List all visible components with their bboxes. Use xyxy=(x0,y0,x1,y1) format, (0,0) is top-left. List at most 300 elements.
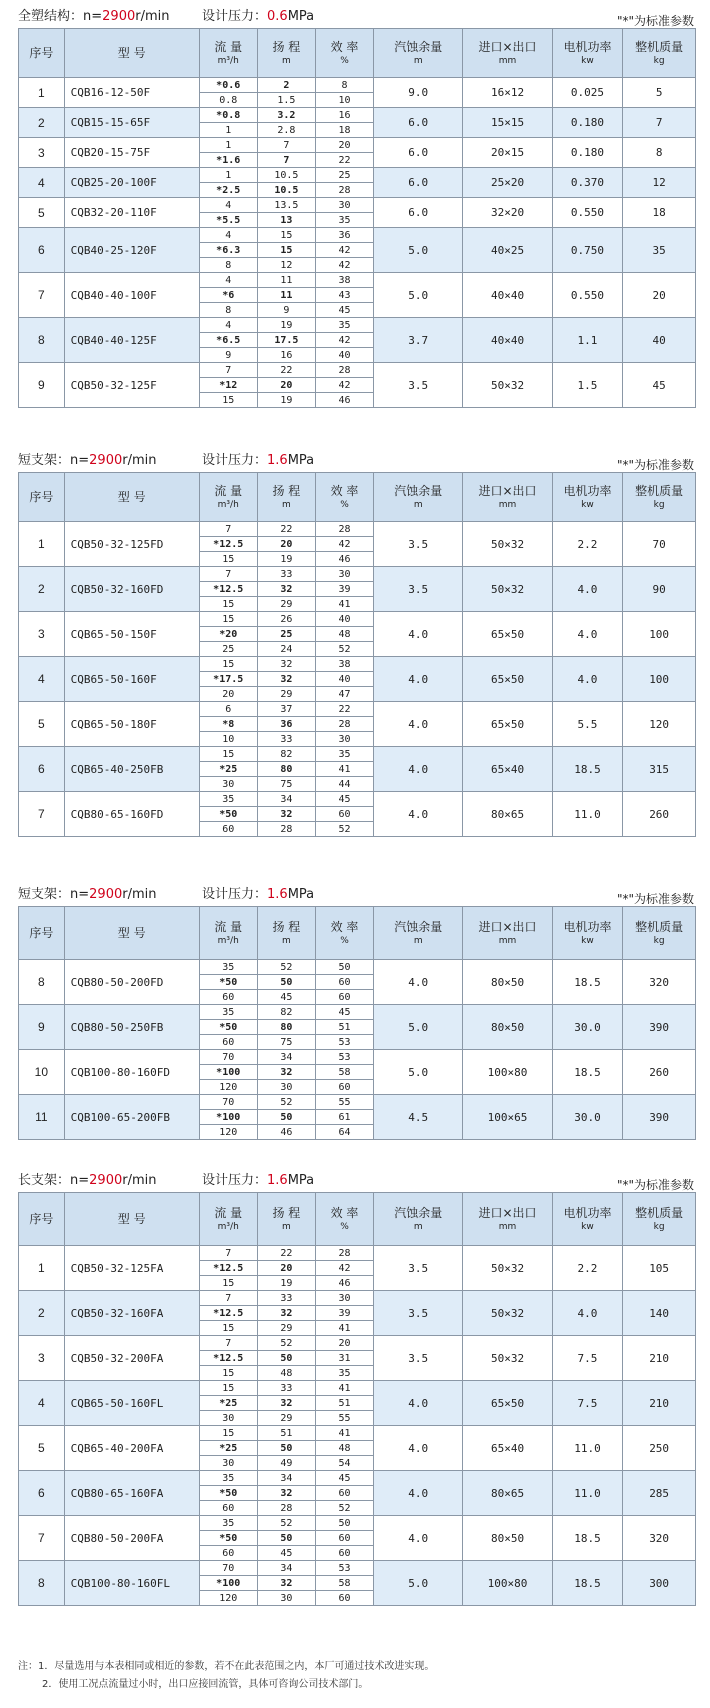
cell-head: 25 xyxy=(257,627,315,642)
cell-seq: 9 xyxy=(19,363,65,408)
cell-head: 29 xyxy=(257,1321,315,1336)
cell-efficiency: 60 xyxy=(315,1080,373,1095)
cell-seq: 10 xyxy=(19,1050,65,1095)
cell-model: CQB32-20-110F xyxy=(64,198,199,228)
cell-head: 10.5 xyxy=(257,168,315,183)
cell-flow: 7 xyxy=(199,363,257,378)
cell-port: 20×15 xyxy=(463,138,552,168)
cell-efficiency: 18 xyxy=(315,123,373,138)
table-row xyxy=(19,1050,696,1065)
cell-port: 65×50 xyxy=(463,612,552,657)
cell-npsh: 3.5 xyxy=(374,567,463,612)
cell-flow: 7 xyxy=(199,1291,257,1306)
cell-flow: 15 xyxy=(199,393,257,408)
cell-power: 4.0 xyxy=(552,612,623,657)
caption-speed xyxy=(18,1170,157,1192)
cell-flow: 25 xyxy=(199,642,257,657)
cell-flow: 7 xyxy=(199,1336,257,1351)
cell-head: 33 xyxy=(257,1381,315,1396)
cell-flow: *6.3 xyxy=(199,243,257,258)
cell-model: CQB40-25-120F xyxy=(64,228,199,273)
cell-flow: *12.5 xyxy=(199,1306,257,1321)
cell-npsh: 4.0 xyxy=(374,657,463,702)
cell-efficiency: 41 xyxy=(315,597,373,612)
cell-efficiency: 51 xyxy=(315,1020,373,1035)
cell-head: 15 xyxy=(257,243,315,258)
cell-efficiency: 42 xyxy=(315,333,373,348)
cell-port: 80×65 xyxy=(463,1471,552,1516)
cell-power: 4.0 xyxy=(552,1291,623,1336)
cell-port: 40×40 xyxy=(463,318,552,363)
cell-npsh: 5.0 xyxy=(374,1050,463,1095)
cell-efficiency: 35 xyxy=(315,318,373,333)
cell-port: 80×50 xyxy=(463,960,552,1005)
caption-standard-note: "*"为标准参数 xyxy=(616,14,694,28)
table-row xyxy=(19,1426,696,1441)
table-row xyxy=(19,657,696,672)
cell-efficiency: 28 xyxy=(315,717,373,732)
cell-port: 25×20 xyxy=(463,168,552,198)
cell-seq: 3 xyxy=(19,138,65,168)
cell-head: 17.5 xyxy=(257,333,315,348)
cell-power: 11.0 xyxy=(552,1426,623,1471)
caption-pressure-unit: MPa xyxy=(287,1173,315,1188)
cell-head: 32 xyxy=(257,1396,315,1411)
cell-npsh: 3.5 xyxy=(374,363,463,408)
cell-npsh: 3.5 xyxy=(374,1246,463,1291)
cell-npsh: 4.0 xyxy=(374,1516,463,1561)
pump-spec-table xyxy=(18,906,696,1140)
cell-mass: 320 xyxy=(623,960,696,1005)
cell-head: 50 xyxy=(257,1351,315,1366)
cell-head: 51 xyxy=(257,1426,315,1441)
cell-efficiency: 20 xyxy=(315,138,373,153)
header-power-label: 电机功率 xyxy=(563,39,612,54)
cell-head: 19 xyxy=(257,1276,315,1291)
cell-head: 19 xyxy=(257,318,315,333)
cell-efficiency: 42 xyxy=(315,243,373,258)
header-mass-unit: kg xyxy=(653,935,665,946)
cell-seq: 8 xyxy=(19,960,65,1005)
cell-mass: 45 xyxy=(623,363,696,408)
cell-npsh: 6.0 xyxy=(374,168,463,198)
cell-head: 7 xyxy=(257,153,315,168)
cell-flow: 70 xyxy=(199,1095,257,1110)
header-seq xyxy=(19,1193,65,1246)
caption-speed-unit: r/min xyxy=(122,1173,157,1188)
cell-head: 48 xyxy=(257,1366,315,1381)
cell-head: 36 xyxy=(257,717,315,732)
cell-model: CQB80-50-200FD xyxy=(64,960,199,1005)
cell-head: 3.2 xyxy=(257,108,315,123)
cell-flow: *100 xyxy=(199,1065,257,1080)
cell-mass: 260 xyxy=(623,1050,696,1095)
cell-efficiency: 28 xyxy=(315,1246,373,1261)
header-power xyxy=(552,1193,623,1246)
header-row xyxy=(19,29,696,78)
cell-model: CQB50-32-125F xyxy=(64,363,199,408)
cell-flow: 60 xyxy=(199,1035,257,1050)
cell-efficiency: 40 xyxy=(315,348,373,363)
cell-flow: 4 xyxy=(199,318,257,333)
cell-head: 24 xyxy=(257,642,315,657)
table-row xyxy=(19,792,696,807)
cell-mass: 70 xyxy=(623,522,696,567)
cell-flow: 20 xyxy=(199,687,257,702)
cell-power: 30.0 xyxy=(552,1005,623,1050)
header-flow xyxy=(199,907,257,960)
cell-efficiency: 60 xyxy=(315,807,373,822)
table-row xyxy=(19,1336,696,1351)
header-model xyxy=(64,1193,199,1246)
header-flow-unit: m³/h xyxy=(217,1221,239,1232)
note-line-2: 2．使用工况点流量过小时，出口应接回流管，具体可咨询公司技术部门。 xyxy=(42,1679,369,1690)
cell-efficiency: 30 xyxy=(315,567,373,582)
cell-efficiency: 60 xyxy=(315,990,373,1005)
cell-efficiency: 47 xyxy=(315,687,373,702)
caption-pressure-unit: MPa xyxy=(287,887,315,902)
cell-head: 16 xyxy=(257,348,315,363)
cell-head: 82 xyxy=(257,747,315,762)
header-npsh-unit: m xyxy=(413,1221,423,1232)
cell-efficiency: 43 xyxy=(315,288,373,303)
header-head-unit: m xyxy=(281,1221,291,1232)
caption-label: 短支架： xyxy=(18,887,71,902)
header-power-unit: kw xyxy=(581,1221,594,1232)
cell-mass: 140 xyxy=(623,1291,696,1336)
header-row xyxy=(19,473,696,522)
cell-model: CQB65-40-250FB xyxy=(64,747,199,792)
cell-flow: 30 xyxy=(199,777,257,792)
table-row xyxy=(19,522,696,537)
cell-efficiency: 53 xyxy=(315,1035,373,1050)
cell-power: 0.750 xyxy=(552,228,623,273)
cell-model: CQB65-50-160F xyxy=(64,657,199,702)
cell-head: 11 xyxy=(257,273,315,288)
cell-power: 7.5 xyxy=(552,1381,623,1426)
caption-speed xyxy=(18,6,170,28)
cell-efficiency: 64 xyxy=(315,1125,373,1140)
cell-model: CQB65-50-150F xyxy=(64,612,199,657)
header-port xyxy=(463,907,552,960)
cell-power: 18.5 xyxy=(552,1561,623,1606)
header-row xyxy=(19,1193,696,1246)
caption-standard-note: "*"为标准参数 xyxy=(616,892,694,906)
cell-flow: 9 xyxy=(199,348,257,363)
header-power xyxy=(552,473,623,522)
cell-seq: 2 xyxy=(19,108,65,138)
cell-head: 19 xyxy=(257,552,315,567)
table-row xyxy=(19,960,696,975)
cell-efficiency: 60 xyxy=(315,1531,373,1546)
cell-flow: 35 xyxy=(199,1005,257,1020)
table-row xyxy=(19,1516,696,1531)
cell-mass: 7 xyxy=(623,108,696,138)
cell-model: CQB65-50-180F xyxy=(64,702,199,747)
cell-mass: 8 xyxy=(623,138,696,168)
header-seq-label: 序号 xyxy=(29,489,54,504)
cell-flow: 15 xyxy=(199,657,257,672)
cell-flow: 35 xyxy=(199,960,257,975)
cell-seq: 5 xyxy=(19,198,65,228)
caption-label: 全塑结构： xyxy=(18,9,84,24)
cell-efficiency: 41 xyxy=(315,762,373,777)
cell-npsh: 4.0 xyxy=(374,792,463,837)
cell-npsh: 4.5 xyxy=(374,1095,463,1140)
cell-flow: *5.5 xyxy=(199,213,257,228)
cell-efficiency: 28 xyxy=(315,183,373,198)
cell-flow: *2.5 xyxy=(199,183,257,198)
cell-head: 20 xyxy=(257,378,315,393)
cell-head: 2 xyxy=(257,78,315,93)
cell-port: 15×15 xyxy=(463,108,552,138)
cell-efficiency: 44 xyxy=(315,777,373,792)
cell-flow: 35 xyxy=(199,792,257,807)
header-head-label: 扬 程 xyxy=(272,483,301,498)
header-head-unit: m xyxy=(281,55,291,66)
cell-flow: 70 xyxy=(199,1050,257,1065)
cell-power: 18.5 xyxy=(552,1516,623,1561)
cell-npsh: 5.0 xyxy=(374,1561,463,1606)
cell-seq: 2 xyxy=(19,1291,65,1336)
cell-power: 4.0 xyxy=(552,567,623,612)
caption-speed-prefix: n= xyxy=(83,9,103,24)
caption-label: 短支架： xyxy=(18,453,71,468)
cell-power: 5.5 xyxy=(552,702,623,747)
table-row xyxy=(19,1005,696,1020)
cell-flow: 60 xyxy=(199,822,257,837)
header-port-label: 进口×出口 xyxy=(478,39,537,54)
cell-mass: 390 xyxy=(623,1005,696,1050)
header-npsh-label: 汽蚀余量 xyxy=(394,919,443,934)
cell-head: 75 xyxy=(257,1035,315,1050)
cell-port: 50×32 xyxy=(463,522,552,567)
table-row xyxy=(19,1095,696,1110)
cell-head: 20 xyxy=(257,1261,315,1276)
header-npsh-label: 汽蚀余量 xyxy=(394,39,443,54)
cell-model: CQB65-40-200FA xyxy=(64,1426,199,1471)
cell-efficiency: 61 xyxy=(315,1110,373,1125)
cell-efficiency: 46 xyxy=(315,1276,373,1291)
cell-npsh: 5.0 xyxy=(374,228,463,273)
cell-efficiency: 30 xyxy=(315,198,373,213)
table-row xyxy=(19,138,696,153)
cell-head: 34 xyxy=(257,1050,315,1065)
header-efficiency-unit: % xyxy=(340,935,349,946)
cell-flow: 30 xyxy=(199,1411,257,1426)
cell-head: 32 xyxy=(257,582,315,597)
header-mass xyxy=(623,473,696,522)
cell-head: 9 xyxy=(257,303,315,318)
cell-mass: 5 xyxy=(623,78,696,108)
caption-pressure-value: 0.6 xyxy=(267,9,288,24)
header-flow-unit: m³/h xyxy=(217,499,239,510)
header-npsh xyxy=(374,907,463,960)
cell-flow: 8 xyxy=(199,303,257,318)
cell-flow: 8 xyxy=(199,258,257,273)
cell-power: 0.180 xyxy=(552,108,623,138)
cell-mass: 210 xyxy=(623,1381,696,1426)
cell-flow: 30 xyxy=(199,1456,257,1471)
header-seq xyxy=(19,473,65,522)
cell-power: 18.5 xyxy=(552,960,623,1005)
cell-efficiency: 52 xyxy=(315,642,373,657)
table-row xyxy=(19,318,696,333)
cell-head: 33 xyxy=(257,732,315,747)
header-efficiency-unit: % xyxy=(340,55,349,66)
cell-efficiency: 53 xyxy=(315,1561,373,1576)
cell-efficiency: 60 xyxy=(315,975,373,990)
cell-head: 82 xyxy=(257,1005,315,1020)
cell-model: CQB40-40-125F xyxy=(64,318,199,363)
footnotes xyxy=(18,1658,434,1694)
cell-efficiency: 55 xyxy=(315,1411,373,1426)
cell-efficiency: 38 xyxy=(315,657,373,672)
caption-speed-unit: r/min xyxy=(122,453,157,468)
cell-flow: 70 xyxy=(199,1561,257,1576)
header-efficiency-label: 效 率 xyxy=(330,39,359,54)
cell-flow: 10 xyxy=(199,732,257,747)
caption-speed-value: 2900 xyxy=(89,887,123,902)
caption-pressure-label: 设计压力： xyxy=(202,453,268,468)
cell-efficiency: 20 xyxy=(315,1336,373,1351)
cell-efficiency: 48 xyxy=(315,1441,373,1456)
cell-head: 32 xyxy=(257,1306,315,1321)
cell-head: 22 xyxy=(257,522,315,537)
caption-pressure-label: 设计压力： xyxy=(202,1173,268,1188)
cell-power: 0.180 xyxy=(552,138,623,168)
cell-seq: 7 xyxy=(19,1516,65,1561)
header-flow-unit: m³/h xyxy=(217,55,239,66)
cell-npsh: 3.7 xyxy=(374,318,463,363)
header-port-label: 进口×出口 xyxy=(478,1205,537,1220)
cell-port: 100×80 xyxy=(463,1050,552,1095)
header-port-unit: mm xyxy=(498,1221,517,1232)
table-row xyxy=(19,168,696,183)
cell-flow: 60 xyxy=(199,1501,257,1516)
header-mass-unit: kg xyxy=(653,499,665,510)
cell-efficiency: 36 xyxy=(315,228,373,243)
header-model-label: 型 号 xyxy=(117,925,146,940)
cell-flow: *50 xyxy=(199,807,257,822)
cell-efficiency: 30 xyxy=(315,1291,373,1306)
cell-head: 33 xyxy=(257,567,315,582)
cell-head: 50 xyxy=(257,975,315,990)
cell-head: 13.5 xyxy=(257,198,315,213)
header-mass xyxy=(623,907,696,960)
cell-seq: 11 xyxy=(19,1095,65,1140)
cell-flow: *50 xyxy=(199,1020,257,1035)
section-caption xyxy=(18,6,696,28)
cell-head: 20 xyxy=(257,537,315,552)
cell-efficiency: 42 xyxy=(315,378,373,393)
table-row xyxy=(19,198,696,213)
cell-port: 40×25 xyxy=(463,228,552,273)
section-caption xyxy=(18,884,696,906)
cell-seq: 9 xyxy=(19,1005,65,1050)
cell-model: CQB50-32-200FA xyxy=(64,1336,199,1381)
cell-head: 28 xyxy=(257,822,315,837)
cell-npsh: 4.0 xyxy=(374,747,463,792)
header-power-unit: kw xyxy=(581,935,594,946)
cell-model: CQB100-80-160FD xyxy=(64,1050,199,1095)
cell-seq: 3 xyxy=(19,1336,65,1381)
header-head-label: 扬 程 xyxy=(272,39,301,54)
cell-flow: 15 xyxy=(199,1426,257,1441)
header-port-unit: mm xyxy=(498,935,517,946)
cell-efficiency: 50 xyxy=(315,1516,373,1531)
cell-port: 100×65 xyxy=(463,1095,552,1140)
header-flow xyxy=(199,1193,257,1246)
cell-flow: *20 xyxy=(199,627,257,642)
cell-seq: 6 xyxy=(19,747,65,792)
cell-power: 11.0 xyxy=(552,1471,623,1516)
cell-seq: 3 xyxy=(19,612,65,657)
cell-npsh: 6.0 xyxy=(374,108,463,138)
table-row xyxy=(19,1381,696,1396)
header-npsh xyxy=(374,29,463,78)
cell-efficiency: 48 xyxy=(315,627,373,642)
cell-flow: 4 xyxy=(199,198,257,213)
caption-pressure-value: 1.6 xyxy=(267,453,288,468)
cell-head: 32 xyxy=(257,807,315,822)
header-seq-label: 序号 xyxy=(29,1211,54,1226)
cell-npsh: 6.0 xyxy=(374,198,463,228)
header-npsh xyxy=(374,1193,463,1246)
caption-pressure-label: 设计压力： xyxy=(202,887,268,902)
table-row xyxy=(19,747,696,762)
header-port xyxy=(463,473,552,522)
cell-efficiency: 40 xyxy=(315,612,373,627)
caption-pressure xyxy=(202,6,314,28)
cell-flow: 7 xyxy=(199,522,257,537)
cell-seq: 4 xyxy=(19,657,65,702)
cell-flow: 15 xyxy=(199,747,257,762)
cell-efficiency: 42 xyxy=(315,1261,373,1276)
cell-model: CQB15-15-65F xyxy=(64,108,199,138)
cell-flow: 35 xyxy=(199,1516,257,1531)
cell-seq: 8 xyxy=(19,318,65,363)
cell-efficiency: 60 xyxy=(315,1486,373,1501)
cell-port: 65×50 xyxy=(463,702,552,747)
cell-mass: 250 xyxy=(623,1426,696,1471)
header-mass xyxy=(623,1193,696,1246)
cell-flow: 120 xyxy=(199,1125,257,1140)
cell-flow: *50 xyxy=(199,975,257,990)
cell-flow: 15 xyxy=(199,552,257,567)
cell-port: 80×50 xyxy=(463,1005,552,1050)
cell-seq: 6 xyxy=(19,228,65,273)
cell-power: 4.0 xyxy=(552,657,623,702)
cell-mass: 90 xyxy=(623,567,696,612)
table-row xyxy=(19,1561,696,1576)
cell-head: 10.5 xyxy=(257,183,315,198)
cell-efficiency: 39 xyxy=(315,582,373,597)
cell-head: 45 xyxy=(257,990,315,1005)
header-npsh xyxy=(374,473,463,522)
cell-port: 65×40 xyxy=(463,747,552,792)
cell-head: 52 xyxy=(257,1095,315,1110)
table-row xyxy=(19,108,696,123)
caption-pressure-label: 设计压力： xyxy=(202,9,268,24)
cell-npsh: 6.0 xyxy=(374,138,463,168)
cell-head: 29 xyxy=(257,1411,315,1426)
cell-model: CQB50-32-125FA xyxy=(64,1246,199,1291)
cell-flow: 6 xyxy=(199,702,257,717)
cell-model: CQB16-12-50F xyxy=(64,78,199,108)
caption-label: 长支架： xyxy=(18,1173,71,1188)
cell-model: CQB40-40-100F xyxy=(64,273,199,318)
